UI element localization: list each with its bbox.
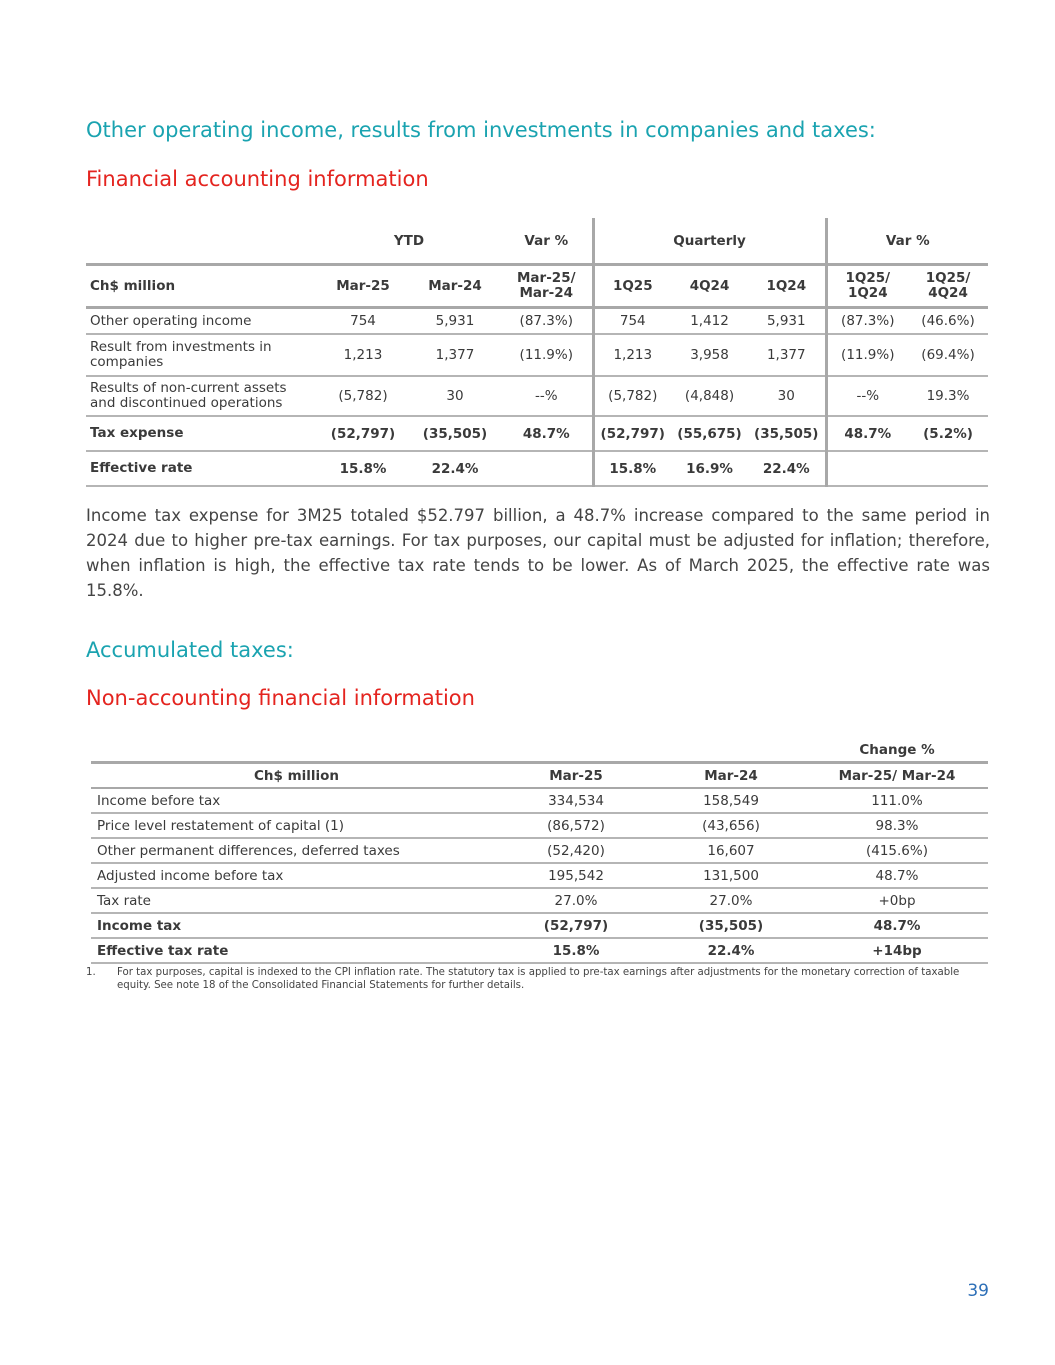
table-row bbox=[86, 451, 988, 486]
cell: 15.8% bbox=[317, 451, 409, 486]
section1-subheading: Financial accounting information bbox=[86, 167, 429, 191]
accumulated-taxes-table bbox=[91, 738, 988, 964]
cell: 334,534 bbox=[496, 788, 656, 813]
column-header: Mar-25 bbox=[496, 763, 656, 789]
section1-heading: Other operating income, results from investments in companies and taxes: bbox=[86, 118, 876, 142]
column-label: Ch$ million bbox=[86, 265, 317, 308]
table-row bbox=[91, 913, 988, 938]
cell: (11.9%) bbox=[501, 334, 593, 376]
column-label: Ch$ million bbox=[91, 763, 496, 789]
page-number: 39 bbox=[967, 1281, 989, 1301]
cell: 1,377 bbox=[748, 334, 826, 376]
table-row bbox=[86, 334, 988, 376]
table-row bbox=[91, 838, 988, 863]
cell: 754 bbox=[317, 308, 409, 335]
column-header: Mar-25 bbox=[317, 265, 409, 308]
cell: (4,848) bbox=[671, 376, 748, 416]
cell: 30 bbox=[748, 376, 826, 416]
cell: (52,797) bbox=[317, 416, 409, 451]
cell: (35,505) bbox=[748, 416, 826, 451]
cell: (11.9%) bbox=[826, 334, 908, 376]
cell: (86,572) bbox=[496, 813, 656, 838]
cell bbox=[501, 451, 593, 486]
column-header: Mar-25/ Mar-24 bbox=[501, 265, 593, 308]
cell: (87.3%) bbox=[826, 308, 908, 335]
table-row bbox=[86, 308, 988, 335]
cell: +14bp bbox=[806, 938, 988, 963]
row-label: Tax expense bbox=[86, 416, 317, 451]
cell: +0bp bbox=[806, 888, 988, 913]
income-tax-paragraph: Income tax expense for 3M25 totaled $52.797 billion, a 48.7% increase compared to the same period in 2024 due to higher pre-tax earnings. For tax purposes, our capital must be adjusted for inflation; therefore, when inflation is high, the effective tax rate tends to be lower. As of March 2025, the effective rate was 15.8%. bbox=[86, 506, 990, 600]
cell: (5.2%) bbox=[908, 416, 988, 451]
cell: (69.4%) bbox=[908, 334, 988, 376]
cell: 1,213 bbox=[593, 334, 671, 376]
group-header-var: Var % bbox=[501, 218, 593, 265]
table-row bbox=[91, 888, 988, 913]
table-row bbox=[91, 788, 988, 813]
cell: 5,931 bbox=[748, 308, 826, 335]
column-header: 1Q25 bbox=[593, 265, 671, 308]
row-label: Result from investments in companies bbox=[86, 334, 317, 376]
cell: 48.7% bbox=[501, 416, 593, 451]
cell: (5,782) bbox=[593, 376, 671, 416]
change-header: Change % bbox=[806, 738, 988, 763]
cell: 754 bbox=[593, 308, 671, 335]
column-header: 1Q24 bbox=[748, 265, 826, 308]
cell bbox=[908, 451, 988, 486]
cell: 1,412 bbox=[671, 308, 748, 335]
cell: 195,542 bbox=[496, 863, 656, 888]
cell: 27.0% bbox=[496, 888, 656, 913]
cell: (5,782) bbox=[317, 376, 409, 416]
column-header: Mar-24 bbox=[409, 265, 501, 308]
cell: 16.9% bbox=[671, 451, 748, 486]
group-header-quarterly: Quarterly bbox=[593, 218, 826, 265]
column-header: 1Q25/ 1Q24 bbox=[826, 265, 908, 308]
cell: (35,505) bbox=[656, 913, 806, 938]
row-label: Other operating income bbox=[86, 308, 317, 335]
row-label: Income before tax bbox=[91, 788, 496, 813]
table-row bbox=[91, 813, 988, 838]
row-label: Effective tax rate bbox=[91, 938, 496, 963]
group-header-var-quarterly: Var % bbox=[826, 218, 988, 265]
cell: (87.3%) bbox=[501, 308, 593, 335]
row-label: Effective rate bbox=[86, 451, 317, 486]
cell bbox=[826, 451, 908, 486]
cell: 15.8% bbox=[496, 938, 656, 963]
footnote-number: 1. bbox=[86, 967, 96, 978]
cell: (52,797) bbox=[593, 416, 671, 451]
financial-accounting-table bbox=[86, 218, 988, 487]
cell: 27.0% bbox=[656, 888, 806, 913]
cell: 1,377 bbox=[409, 334, 501, 376]
cell: (52,420) bbox=[496, 838, 656, 863]
column-header: 1Q25/ 4Q24 bbox=[908, 265, 988, 308]
cell: 48.7% bbox=[806, 913, 988, 938]
row-label: Tax rate bbox=[91, 888, 496, 913]
row-label: Results of non-current assets and discontinued operations bbox=[86, 376, 317, 416]
cell: 22.4% bbox=[656, 938, 806, 963]
cell: 22.4% bbox=[748, 451, 826, 486]
cell: 131,500 bbox=[656, 863, 806, 888]
cell: (35,505) bbox=[409, 416, 501, 451]
row-label: Adjusted income before tax bbox=[91, 863, 496, 888]
cell: 30 bbox=[409, 376, 501, 416]
cell: --% bbox=[826, 376, 908, 416]
cell: 3,958 bbox=[671, 334, 748, 376]
cell: (46.6%) bbox=[908, 308, 988, 335]
section2-heading: Accumulated taxes: bbox=[86, 638, 294, 662]
cell: 158,549 bbox=[656, 788, 806, 813]
cell: (43,656) bbox=[656, 813, 806, 838]
row-label: Price level restatement of capital (1) bbox=[91, 813, 496, 838]
column-header: Mar-24 bbox=[656, 763, 806, 789]
cell: 5,931 bbox=[409, 308, 501, 335]
cell: 111.0% bbox=[806, 788, 988, 813]
table-row bbox=[91, 938, 988, 963]
cell: 48.7% bbox=[806, 863, 988, 888]
column-header: 4Q24 bbox=[671, 265, 748, 308]
group-header-ytd: YTD bbox=[317, 218, 501, 265]
cell: 98.3% bbox=[806, 813, 988, 838]
cell: 19.3% bbox=[908, 376, 988, 416]
cell: (52,797) bbox=[496, 913, 656, 938]
cell: 22.4% bbox=[409, 451, 501, 486]
table-row bbox=[91, 863, 988, 888]
cell: (55,675) bbox=[671, 416, 748, 451]
row-label: Income tax bbox=[91, 913, 496, 938]
cell: 15.8% bbox=[593, 451, 671, 486]
table-row bbox=[86, 416, 988, 451]
cell: 1,213 bbox=[317, 334, 409, 376]
cell: (415.6%) bbox=[806, 838, 988, 863]
table-row bbox=[86, 376, 988, 416]
column-header: Mar-25/ Mar-24 bbox=[806, 763, 988, 789]
cell: 48.7% bbox=[826, 416, 908, 451]
row-label: Other permanent differences, deferred taxes bbox=[91, 838, 496, 863]
cell: --% bbox=[501, 376, 593, 416]
footnote-text: For tax purposes, capital is indexed to the CPI inflation rate. The statutory tax is applied to pre-tax earnings after adjustments for the monetary correction of taxable equity. See note 18 of the Consolidated Financial Statements for further details. bbox=[117, 967, 960, 991]
cell: 16,607 bbox=[656, 838, 806, 863]
section2-subheading: Non-accounting financial information bbox=[86, 686, 475, 710]
